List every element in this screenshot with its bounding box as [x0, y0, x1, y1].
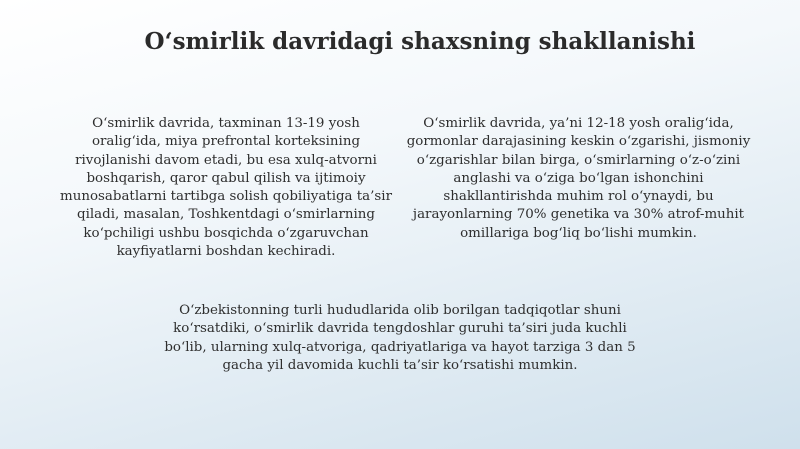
slide-title: O‘smirlik davridagi shaxsning shakllanishi — [144, 28, 696, 55]
left-paragraph: O‘smirlik davrida, taxminan 13-19 yosh oralig‘ida, miya prefrontal korteksining rivojlanishi davom etadi, bu esa xulq-atvorni boshqarish, qaror qabul qilish va ijtimoiy munosabatlarni tartibga solish qobiliyatiga ta’sir qiladi, masalan, Toshkentdagi o‘smirlarning ko‘pchiligi ushbu bosqichda o‘zgaruvchan kayfiyatlarni boshdan kechiradi. — [60, 116, 392, 260]
right-paragraph: O‘smirlik davrida, ya’ni 12-18 yosh oralig‘ida, gormonlar darajasining keskin o‘zgarishi, jismoniy o‘zgarishlar bilan birga, o‘smirlarning o‘z-o‘zini anglashi va o‘ziga bo‘lgan ishonchini shakllantirishda muhim rol o‘ynaydi, bu jarayonlarning 70% genetika va 30% atrof-muhit omillariga bog‘liq bo‘lishi mumkin. — [406, 116, 751, 241]
bottom-paragraph: O‘zbekistonning turli hududlarida olib borilgan tadqiqotlar shuni ko‘rsatdiki, o‘smirlik davrida tengdoshlar guruhi ta’siri juda kuchli bo‘lib, ularning xulq-atvoriga, qadriyatlariga va hayot tarziga 3 dan 5 gacha yil davomida kuchli ta’sir ko‘rsatishi mumkin. — [164, 303, 636, 373]
